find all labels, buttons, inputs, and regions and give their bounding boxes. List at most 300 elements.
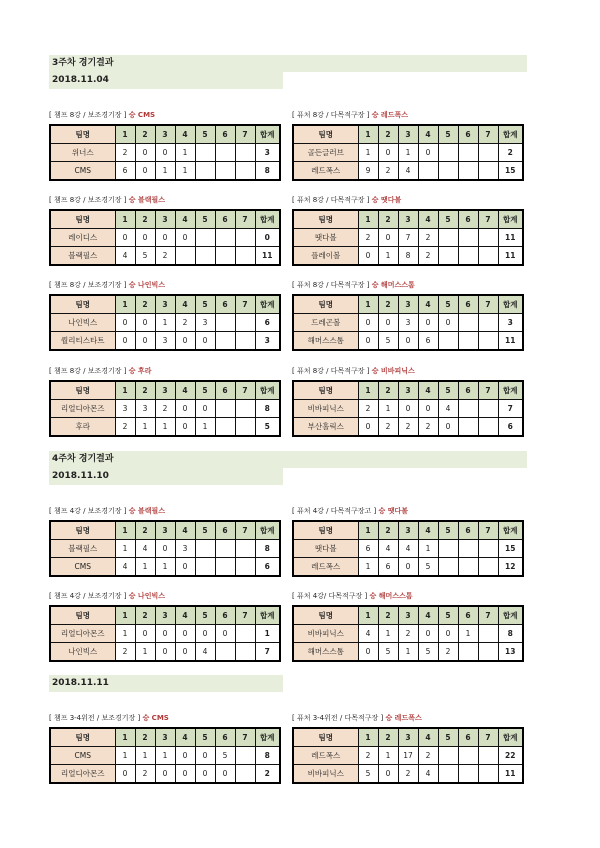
- team-name: CMS: [50, 747, 115, 765]
- team-name: 드레곤볼: [293, 314, 358, 332]
- score-header-cell: 2: [378, 521, 398, 540]
- total-score: 15: [498, 162, 523, 181]
- score-header-row: [293, 521, 523, 540]
- inning-score: 1: [195, 418, 215, 437]
- inning-score: [478, 558, 498, 577]
- score-header-cell: 팀명: [293, 521, 358, 540]
- score-header-cell: 4: [175, 606, 195, 625]
- score-header-cell: 7: [235, 728, 255, 747]
- week4-title: 4주차 경기결과: [49, 451, 527, 468]
- score-header-cell: 5: [195, 125, 215, 144]
- team-name: 해머스스톰: [293, 332, 358, 351]
- score-header-cell: 1: [115, 381, 135, 400]
- score-header-cell: 3: [398, 606, 418, 625]
- inning-score: 1: [378, 247, 398, 266]
- inning-score: 3: [195, 314, 215, 332]
- score-header-cell: 2: [378, 295, 398, 314]
- inning-score: 5: [418, 558, 438, 577]
- game-winner: 승 해머스스톰: [371, 281, 415, 289]
- game-winner: 승 나인빅스: [128, 281, 165, 289]
- score-header-cell: 3: [398, 381, 418, 400]
- team-name: 부산홀릭스: [293, 418, 358, 437]
- score-header-cell: 1: [115, 125, 135, 144]
- inning-score: 4: [195, 643, 215, 662]
- score-header-cell: 2: [135, 381, 155, 400]
- inning-score: [438, 558, 458, 577]
- score-header-cell: 팀명: [293, 125, 358, 144]
- score-table: [49, 124, 281, 181]
- score-table: [49, 520, 281, 577]
- score-header-cell: 6: [215, 295, 235, 314]
- inning-score: [478, 144, 498, 162]
- inning-score: [478, 540, 498, 558]
- inning-score: 0: [398, 558, 418, 577]
- inning-score: [458, 247, 478, 266]
- game-winner: 승 나인빅스: [128, 592, 165, 600]
- score-header-cell: 2: [378, 606, 398, 625]
- inning-score: 2: [398, 765, 418, 784]
- inning-score: [438, 247, 458, 266]
- score-header-cell: 3: [155, 381, 175, 400]
- inning-score: [478, 229, 498, 247]
- score-header-cell: 팀명: [50, 295, 115, 314]
- inning-score: 17: [398, 747, 418, 765]
- score-header-cell: 합계: [255, 606, 280, 625]
- game-caption: [49, 280, 165, 290]
- total-score: 6: [498, 418, 523, 437]
- inning-score: 5: [215, 747, 235, 765]
- inning-score: 1: [155, 314, 175, 332]
- inning-score: 0: [175, 558, 195, 577]
- inning-score: 1: [135, 418, 155, 437]
- inning-score: 5: [378, 332, 398, 351]
- inning-score: [235, 162, 255, 181]
- score-header-cell: 2: [378, 728, 398, 747]
- score-header-cell: 4: [175, 728, 195, 747]
- inning-score: [458, 314, 478, 332]
- score-header-row: [293, 210, 523, 229]
- score-header-cell: 합계: [498, 125, 523, 144]
- inning-score: [195, 162, 215, 181]
- game-venue: [ 챔프 8강 / 보조경기장 ]: [49, 281, 127, 289]
- inning-score: [458, 162, 478, 181]
- inning-score: 1: [155, 558, 175, 577]
- score-header-cell: 합계: [255, 125, 280, 144]
- inning-score: 2: [438, 643, 458, 662]
- game-caption: [49, 195, 165, 205]
- inning-score: 0: [378, 229, 398, 247]
- score-row: [293, 558, 523, 577]
- score-header-row: [293, 606, 523, 625]
- score-header-cell: 2: [378, 381, 398, 400]
- total-score: 15: [498, 540, 523, 558]
- score-row: [50, 418, 280, 437]
- team-name: 위너스: [50, 144, 115, 162]
- score-row: [50, 144, 280, 162]
- inning-score: 1: [358, 558, 378, 577]
- score-header-row: [50, 295, 280, 314]
- score-header-row: [50, 381, 280, 400]
- inning-score: [458, 144, 478, 162]
- inning-score: [438, 765, 458, 784]
- inning-score: [195, 247, 215, 266]
- inning-score: 0: [155, 144, 175, 162]
- score-header-cell: 3: [155, 295, 175, 314]
- score-header-cell: 7: [478, 125, 498, 144]
- score-header-cell: 5: [438, 210, 458, 229]
- inning-score: [478, 418, 498, 437]
- inning-score: [458, 229, 478, 247]
- inning-score: [215, 229, 235, 247]
- team-name: 레드폭스: [293, 747, 358, 765]
- game-venue: [ 퓨처 8강 / 다목적구장 ]: [292, 196, 370, 204]
- game-winner: 승 해머스스톰: [369, 592, 413, 600]
- score-header-cell: 합계: [255, 728, 280, 747]
- score-header-cell: 팀명: [50, 381, 115, 400]
- total-score: 22: [498, 747, 523, 765]
- team-name: 퀄리티스타트: [50, 332, 115, 351]
- total-score: 7: [498, 400, 523, 418]
- inning-score: 0: [358, 247, 378, 266]
- inning-score: 1: [135, 747, 155, 765]
- team-name: 비바피닉스: [293, 765, 358, 784]
- inning-score: 1: [358, 144, 378, 162]
- score-header-cell: 합계: [498, 521, 523, 540]
- score-header-row: [293, 381, 523, 400]
- score-header-cell: 1: [115, 728, 135, 747]
- inning-score: [215, 558, 235, 577]
- score-row: [50, 765, 280, 784]
- inning-score: 0: [398, 332, 418, 351]
- score-header-cell: 7: [235, 125, 255, 144]
- score-row: [50, 332, 280, 351]
- inning-score: 6: [378, 558, 398, 577]
- team-name: 해머스스톰: [293, 643, 358, 662]
- inning-score: [458, 540, 478, 558]
- inning-score: 0: [155, 540, 175, 558]
- team-name: 후라: [50, 418, 115, 437]
- inning-score: [458, 765, 478, 784]
- score-header-cell: 합계: [498, 210, 523, 229]
- inning-score: 0: [195, 747, 215, 765]
- inning-score: [195, 229, 215, 247]
- total-score: 11: [255, 247, 280, 266]
- inning-score: [478, 747, 498, 765]
- inning-score: 0: [175, 643, 195, 662]
- inning-score: 0: [378, 765, 398, 784]
- inning-score: 2: [398, 625, 418, 643]
- total-score: 3: [255, 144, 280, 162]
- inning-score: 1: [175, 162, 195, 181]
- inning-score: 2: [175, 314, 195, 332]
- score-header-cell: 6: [215, 381, 235, 400]
- game-venue: [ 퓨처 3-4위전 / 다목적구장 ]: [292, 714, 384, 722]
- inning-score: [478, 162, 498, 181]
- score-header-cell: 팀명: [50, 728, 115, 747]
- inning-score: 1: [378, 400, 398, 418]
- score-table: [49, 727, 281, 784]
- score-header-cell: 6: [215, 210, 235, 229]
- inning-score: [215, 144, 235, 162]
- inning-score: 2: [358, 747, 378, 765]
- score-header-cell: 3: [155, 728, 175, 747]
- game-venue: [ 챔프 8강 / 보조경기장 ]: [49, 111, 127, 119]
- score-header-cell: 합계: [498, 728, 523, 747]
- game-caption: [292, 506, 408, 516]
- score-header-cell: 1: [115, 210, 135, 229]
- inning-score: 0: [195, 332, 215, 351]
- score-header-cell: 7: [235, 295, 255, 314]
- score-header-cell: 7: [478, 606, 498, 625]
- inning-score: 1: [115, 540, 135, 558]
- inning-score: [458, 332, 478, 351]
- game-winner: 승 비바피닉스: [371, 367, 415, 375]
- team-name: 플레이볼: [293, 247, 358, 266]
- inning-score: 4: [135, 540, 155, 558]
- score-header-cell: 3: [398, 728, 418, 747]
- score-header-cell: 5: [195, 381, 215, 400]
- inning-score: 0: [175, 747, 195, 765]
- score-header-cell: 5: [195, 728, 215, 747]
- score-header-cell: 5: [438, 521, 458, 540]
- game-venue: [ 챔프 8강 / 보조경기장 ]: [49, 196, 127, 204]
- inning-score: 2: [398, 418, 418, 437]
- inning-score: [235, 558, 255, 577]
- team-name: 블랙필스: [50, 540, 115, 558]
- score-header-cell: 팀명: [293, 606, 358, 625]
- inning-score: 3: [115, 400, 135, 418]
- inning-score: [235, 643, 255, 662]
- score-header-row: [50, 210, 280, 229]
- inning-score: [235, 765, 255, 784]
- score-header-cell: 6: [458, 728, 478, 747]
- score-table: [292, 294, 524, 351]
- inning-score: 2: [155, 400, 175, 418]
- score-header-cell: 2: [135, 125, 155, 144]
- score-header-cell: 5: [195, 210, 215, 229]
- inning-score: 0: [215, 625, 235, 643]
- score-header-cell: 3: [155, 125, 175, 144]
- inning-score: 0: [358, 332, 378, 351]
- week4-date-1: 2018.11.10: [49, 468, 283, 485]
- inning-score: 2: [378, 162, 398, 181]
- score-header-row: [293, 295, 523, 314]
- total-score: 11: [498, 332, 523, 351]
- score-header-cell: 6: [458, 381, 478, 400]
- game-winner: 승 레드폭스: [371, 111, 408, 119]
- score-row: [293, 400, 523, 418]
- game-winner: 승 후라: [128, 367, 152, 375]
- score-row: [293, 162, 523, 181]
- score-header-cell: 1: [358, 521, 378, 540]
- inning-score: 0: [215, 765, 235, 784]
- inning-score: [478, 314, 498, 332]
- inning-score: [458, 643, 478, 662]
- score-header-cell: 3: [398, 125, 418, 144]
- inning-score: 0: [398, 400, 418, 418]
- score-table: [49, 209, 281, 266]
- inning-score: 4: [398, 540, 418, 558]
- score-header-cell: 1: [358, 606, 378, 625]
- score-header-cell: 합계: [255, 295, 280, 314]
- inning-score: 0: [195, 765, 215, 784]
- game-venue: [ 챔프 4강 / 보조경기장 ]: [49, 507, 127, 515]
- score-row: [293, 765, 523, 784]
- inning-score: 0: [155, 643, 175, 662]
- inning-score: [478, 400, 498, 418]
- inning-score: 0: [438, 418, 458, 437]
- score-header-cell: 7: [478, 381, 498, 400]
- score-header-cell: 3: [398, 210, 418, 229]
- inning-score: 4: [418, 765, 438, 784]
- score-header-cell: 2: [135, 606, 155, 625]
- score-table: [49, 605, 281, 662]
- game-caption: [292, 713, 422, 723]
- inning-score: 1: [418, 540, 438, 558]
- score-header-cell: 3: [398, 521, 418, 540]
- score-header-row: [293, 728, 523, 747]
- game-winner: 승 레드폭스: [385, 714, 422, 722]
- team-name: 골든글러브: [293, 144, 358, 162]
- game-caption: [49, 110, 155, 120]
- score-header-cell: 6: [458, 210, 478, 229]
- inning-score: 0: [175, 765, 195, 784]
- inning-score: [235, 540, 255, 558]
- game-caption: [292, 110, 408, 120]
- game-venue: [ 퓨처 8강 / 다목적구장 ]: [292, 111, 370, 119]
- inning-score: [195, 540, 215, 558]
- inning-score: 6: [418, 332, 438, 351]
- team-name: 땟다볼: [293, 229, 358, 247]
- inning-score: 0: [195, 400, 215, 418]
- score-header-cell: 팀명: [50, 125, 115, 144]
- game-caption: [292, 591, 413, 601]
- inning-score: [478, 247, 498, 266]
- inning-score: 0: [175, 332, 195, 351]
- inning-score: [215, 400, 235, 418]
- score-header-cell: 4: [418, 295, 438, 314]
- score-header-cell: 팀명: [50, 606, 115, 625]
- inning-score: [195, 558, 215, 577]
- game-winner: 승 블랙필스: [128, 196, 165, 204]
- score-header-cell: 1: [358, 210, 378, 229]
- score-row: [50, 229, 280, 247]
- inning-score: 1: [175, 144, 195, 162]
- game-caption: [49, 506, 165, 516]
- score-table: [49, 294, 281, 351]
- inning-score: 0: [195, 625, 215, 643]
- score-header-cell: 4: [175, 210, 195, 229]
- inning-score: [215, 162, 235, 181]
- inning-score: [458, 558, 478, 577]
- game-caption: [292, 366, 415, 376]
- team-name: 레이디스: [50, 229, 115, 247]
- total-score: 0: [255, 229, 280, 247]
- score-header-cell: 4: [418, 381, 438, 400]
- inning-score: 1: [115, 747, 135, 765]
- inning-score: 4: [115, 247, 135, 266]
- score-header-cell: 5: [438, 728, 458, 747]
- inning-score: 1: [135, 558, 155, 577]
- score-header-row: [293, 125, 523, 144]
- score-header-cell: 5: [195, 606, 215, 625]
- game-venue: [ 퓨처 8강 / 다목적구장 ]: [292, 281, 370, 289]
- team-name: CMS: [50, 558, 115, 577]
- score-header-cell: 팀명: [293, 210, 358, 229]
- inning-score: 2: [135, 765, 155, 784]
- score-header-cell: 팀명: [293, 295, 358, 314]
- total-score: 1: [255, 625, 280, 643]
- score-header-cell: 2: [135, 728, 155, 747]
- inning-score: 0: [418, 314, 438, 332]
- inning-score: 2: [358, 400, 378, 418]
- game-caption: [292, 195, 401, 205]
- inning-score: 5: [378, 643, 398, 662]
- score-header-cell: 5: [438, 295, 458, 314]
- inning-score: 0: [175, 625, 195, 643]
- inning-score: [215, 314, 235, 332]
- game-caption: [49, 591, 165, 601]
- total-score: 8: [255, 540, 280, 558]
- inning-score: 0: [418, 144, 438, 162]
- inning-score: 1: [378, 747, 398, 765]
- score-header-cell: 4: [418, 728, 438, 747]
- inning-score: 0: [418, 625, 438, 643]
- team-name: 리얼디아몬즈: [50, 625, 115, 643]
- team-name: 리얼디아몬즈: [50, 765, 115, 784]
- inning-score: [438, 162, 458, 181]
- score-header-cell: 팀명: [50, 521, 115, 540]
- score-header-cell: 합계: [498, 606, 523, 625]
- inning-score: 0: [135, 314, 155, 332]
- inning-score: [235, 144, 255, 162]
- total-score: 2: [255, 765, 280, 784]
- team-name: 블랙필스: [50, 247, 115, 266]
- team-name: 나인빅스: [50, 643, 115, 662]
- inning-score: [235, 418, 255, 437]
- inning-score: 2: [378, 418, 398, 437]
- total-score: 6: [255, 314, 280, 332]
- game-winner: 승 땟다볼: [371, 196, 402, 204]
- score-row: [50, 247, 280, 266]
- score-header-cell: 1: [115, 606, 135, 625]
- score-row: [293, 540, 523, 558]
- score-header-cell: 합계: [255, 210, 280, 229]
- inning-score: 0: [135, 229, 155, 247]
- team-name: 레드폭스: [293, 162, 358, 181]
- inning-score: 2: [358, 229, 378, 247]
- total-score: 3: [498, 314, 523, 332]
- score-header-cell: 4: [175, 381, 195, 400]
- team-name: CMS: [50, 162, 115, 181]
- score-table: [292, 520, 524, 577]
- inning-score: [215, 540, 235, 558]
- score-header-cell: 1: [358, 728, 378, 747]
- score-row: [293, 625, 523, 643]
- score-header-cell: 7: [478, 521, 498, 540]
- score-header-cell: 3: [398, 295, 418, 314]
- score-header-cell: 5: [195, 521, 215, 540]
- inning-score: 1: [155, 418, 175, 437]
- total-score: 11: [498, 247, 523, 266]
- score-header-cell: 2: [135, 295, 155, 314]
- score-row: [50, 558, 280, 577]
- score-header-cell: 5: [438, 125, 458, 144]
- total-score: 8: [255, 747, 280, 765]
- score-header-cell: 7: [235, 521, 255, 540]
- score-header-cell: 4: [418, 521, 438, 540]
- score-header-cell: 합계: [498, 381, 523, 400]
